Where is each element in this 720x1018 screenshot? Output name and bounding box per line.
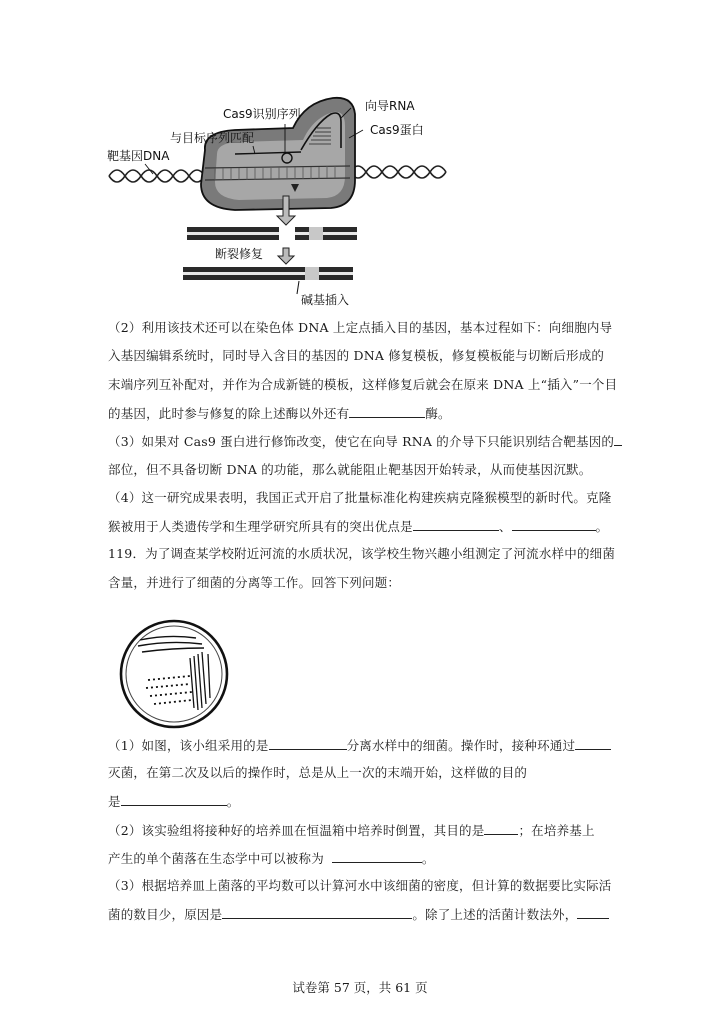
answer-blank[interactable]	[512, 518, 596, 531]
arrow-down-icon	[278, 248, 294, 264]
p1-text-d: 。	[226, 794, 240, 809]
answer-blank[interactable]	[121, 793, 227, 806]
q119-line-1: 119．为了调查某学校附近河流的水质状况，该学校生物兴趣小组测定了河流水样中的细菌	[108, 546, 616, 561]
answer-blank[interactable]	[413, 518, 499, 531]
cas9-diagram-graphic	[105, 88, 450, 310]
q2-text-b: 酶。	[425, 406, 451, 421]
q2-text-a: 的基因，此时参与修复的除上述酶以外还有	[108, 406, 350, 421]
insertion-leader	[297, 281, 299, 294]
p1-text-c: 是	[108, 794, 121, 809]
q4-line-1: （4）这一研究成果表明，我国正式开启了批量标准化构建疾病克隆猴模型的新时代。克隆	[108, 490, 612, 505]
label-cas9-recognition: Cas9识别序列	[223, 107, 301, 121]
p2-line-1	[108, 822, 595, 839]
q4-sep: 、	[498, 519, 512, 534]
p2-text-b: ；在培养基上	[518, 823, 595, 838]
p3-text-a: 菌的数目少，原因是	[108, 907, 223, 922]
answer-blank[interactable]	[349, 405, 425, 418]
label-target-match: 与目标序列匹配	[170, 131, 255, 145]
q4-end: 。	[595, 519, 609, 534]
p1-line-1	[108, 737, 611, 754]
q3-text: （3）如果对 Cas9 蛋白进行修饰改变，使它在向导 RNA 的介导下只能识别结合靶基因的	[108, 434, 615, 449]
p1-line-3	[108, 793, 239, 810]
p1-text-a: （1）如图，该小组采用的是	[108, 738, 269, 753]
p3-line-1: （3）根据培养皿上菌落的平均数可以计算河水中该细菌的密度，但计算的数据要比实际活	[108, 878, 612, 893]
streak-plate-graphic	[118, 618, 230, 730]
dna-helix-left	[109, 170, 205, 182]
q4-line-2	[108, 518, 608, 535]
label-base-insertion: 碱基插入	[301, 293, 350, 307]
p1-line-2: 灭菌，在第二次及以后的操作时，总是从上一次的末端开始，这样做的目的	[108, 765, 528, 780]
p1-text-b: 分离水样中的细菌。操作时，接种环通过	[346, 738, 576, 753]
p2-text-c: 产生的单个菌落在生态学中可以被称为	[108, 851, 324, 866]
dna-helix-right	[350, 166, 446, 178]
p2-line-2	[108, 850, 435, 867]
answer-blank[interactable]	[332, 850, 422, 863]
p3-line-2	[108, 906, 609, 923]
p2-text-d: 。	[421, 851, 435, 866]
label-guide-rna: 向导RNA	[365, 99, 415, 113]
q119-line-2: 含量，并进行了细菌的分离等工作。回答下列问题：	[108, 575, 401, 590]
cas9-diagram	[105, 88, 450, 310]
q2-line-2: 入基因编辑系统时，同时导入含目的基因的 DNA 修复模板，修复模板能与切断后形成的	[108, 348, 605, 363]
p2-text-a: （2）该实验组将接种好的培养皿在恒温箱中培养时倒置，其目的是	[108, 823, 485, 838]
answer-blank[interactable]	[614, 433, 622, 446]
q2-line-1: （2）利用该技术还可以在染色体 DNA 上定点插入目的基因，基本过程如下：向细胞内导	[108, 320, 613, 335]
answer-blank[interactable]	[269, 737, 347, 750]
answer-blank[interactable]	[577, 906, 609, 919]
answer-blank[interactable]	[575, 737, 611, 750]
label-cas9-protein: Cas9蛋白	[370, 123, 424, 137]
q4-text: 猴被用于人类遗传学和生理学研究所具有的突出优点是	[108, 519, 413, 534]
q3-line-2: 部位，但不具备切断 DNA 的功能，那么就能阻止靶基因开始转录，从而使基因沉默。	[108, 462, 592, 477]
answer-blank[interactable]	[222, 906, 412, 919]
p3-text-b: 。除了上述的活菌计数法外，	[412, 907, 578, 922]
q2-line-4	[108, 405, 451, 422]
label-break-repair: 断裂修复	[215, 247, 264, 261]
label-target-dna: 靶基因DNA	[107, 149, 170, 163]
streak-plate-figure	[118, 618, 230, 730]
answer-blank[interactable]	[484, 822, 518, 835]
q2-line-3: 末端序列互补配对，并作为合成新链的模板，这样修复后就会在原来 DNA 上“插入”一个目	[108, 377, 618, 392]
broken-dna	[187, 227, 357, 240]
q3-line-1	[108, 433, 622, 450]
page-footer: 试卷第 57 页，共 61 页	[292, 980, 428, 995]
cas9-protein-inner	[215, 112, 345, 200]
repaired-dna	[183, 267, 353, 280]
